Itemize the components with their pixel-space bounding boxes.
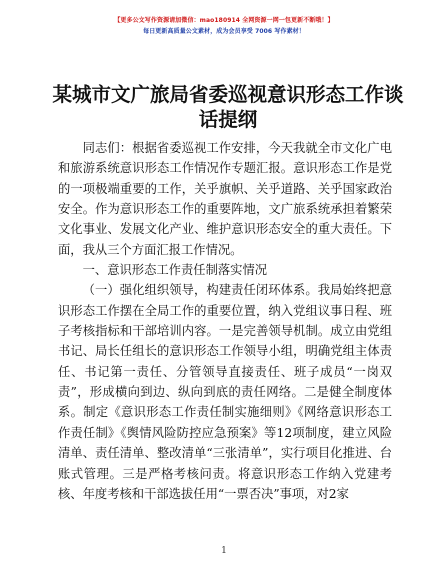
document-body (58, 138, 392, 504)
top-banner-red: 【更多公文写作资源请加微信：mao180914 全网资源一网一包更新不断哦！】 (114, 17, 334, 24)
paragraph-greeting: 同志们：根据省委巡视工作安排，今天我就全市文化广电和旅游系统意识形态工作情况作专题汇报。意识形态工作是党的一项极端重要的工作，关乎旗帜、关乎道路、关乎国家政治安全。作为意识形态工作的重要阵地，文广旅系统承担着繁荣文化事业、发展文化产业、维护意识形态安全的重大责任。下面，我从三个方面汇报工作情况。 (58, 141, 392, 257)
section-heading-1: 一、意识形态工作责任制落实情况 (82, 263, 268, 278)
document-title: 某城市文广旅局省委巡视意识形态工作谈话提纲 (52, 83, 404, 131)
page-number: 1 (221, 546, 227, 556)
paragraph-section-1-1: （一）强化组织领导，构建责任闭环体系。我局始终把意识形态工作摆在全局工作的重要位置，纳入党组议事日程、班子考核指标和干部培训内容。一是完善领导机制。成立由党组书记、局长任组长的意识形态工作领导小组，明确党组主体责任、书记第一责任、分管领导直接责任、班子成员“一岗双责”，形成横向到边、纵向到底的责任网络。二是健全制度体系。制定《意识形态工作责任制实施细则》《网络意识形态工作责任制》《舆情风险防控应急预案》等12项制度，建立风险清单、责任清单、整改清单“三张清单”，实行项目化推进、台账式管理。三是严格考核问责。将意识形态工作纳入党建考核、年度考核和干部选拔任用“一票否决”事项，对2家 (58, 283, 392, 501)
top-banner-blue: 每日更新高质量公文素材，成为会员享受 7006 写作素材！ (143, 28, 305, 35)
